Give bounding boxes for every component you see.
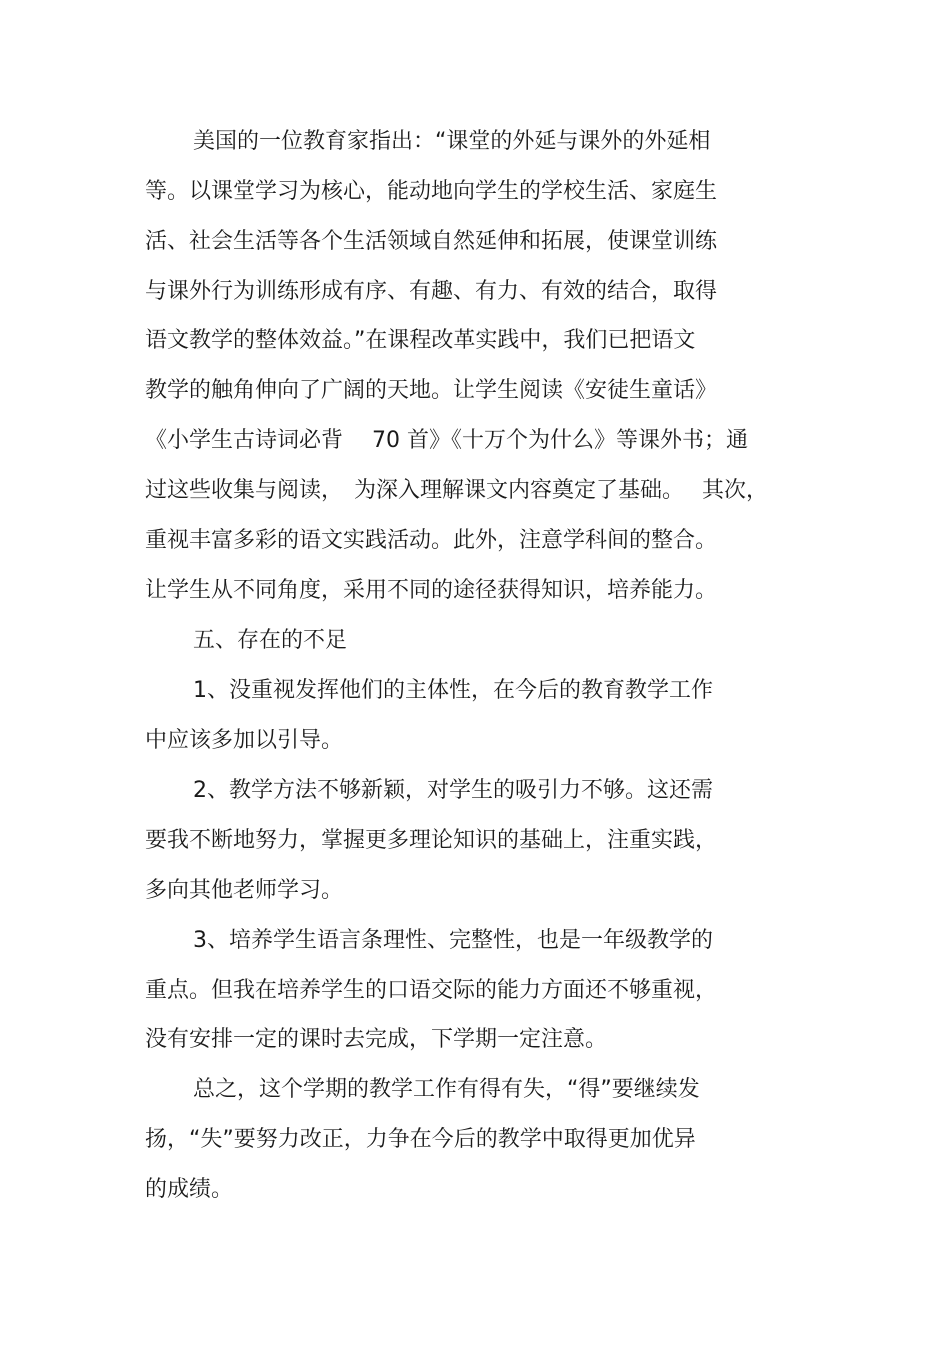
text-line: 3、培养学生语言条理性、完整性，也是一年级教学的 [193,928,713,953]
text-line: 要我不断地努力，掌握更多理论知识的基础上，注重实践， [145,828,718,853]
text-line: 语文教学的整体效益。”在课程改革实践中，我们已把语文 [145,328,696,353]
text-line: 总之，这个学期的教学工作有得有失，“得”要继续发 [193,1077,700,1102]
text-line: 中应该多加以引导。 [145,728,344,753]
text-line: 等。以课堂学习为核心，能动地向学生的学校生活、家庭生 [145,179,718,204]
text-line: 重点。但我在培养学生的口语交际的能力方面还不够重视， [145,978,718,1003]
text-line: 多向其他老师学习。 [145,878,344,903]
text-line: 过这些收集与阅读， 为深入理解课文内容奠定了基础。 其次， [145,478,768,503]
section-heading: 五、存在的不足 [193,628,348,653]
text-line: 2、教学方法不够新颖，对学生的吸引力不够。这还需 [193,778,713,803]
text-line: 美国的一位教育家指出：“课堂的外延与课外的外延相 [193,129,711,154]
text-line: 1、没重视发挥他们的主体性，在今后的教育教学工作 [193,678,713,703]
text-line: 活、社会生活等各个生活领域自然延伸和拓展，使课堂训练 [145,229,718,254]
text-line: 扬，“失”要努力改正，力争在今后的教学中取得更加优异 [145,1127,696,1152]
text-line: 的成绩。 [145,1177,234,1202]
text-line: 没有安排一定的课时去完成，下学期一定注意。 [145,1027,608,1052]
text-line: 与课外行为训练形成有序、有趣、有力、有效的结合，取得 [145,279,718,304]
text-line: 让学生从不同角度，采用不同的途径获得知识，培养能力。 [145,578,718,603]
text-line: 教学的触角伸向了广阔的天地。让学生阅读《安徒生童话》 [145,378,718,403]
text-line: 重视丰富多彩的语文实践活动。此外，注意学科间的整合。 [145,528,718,553]
text-line: 《小学生古诗词必背 70 首》《十万个为什么》等课外书；通 [145,428,748,453]
